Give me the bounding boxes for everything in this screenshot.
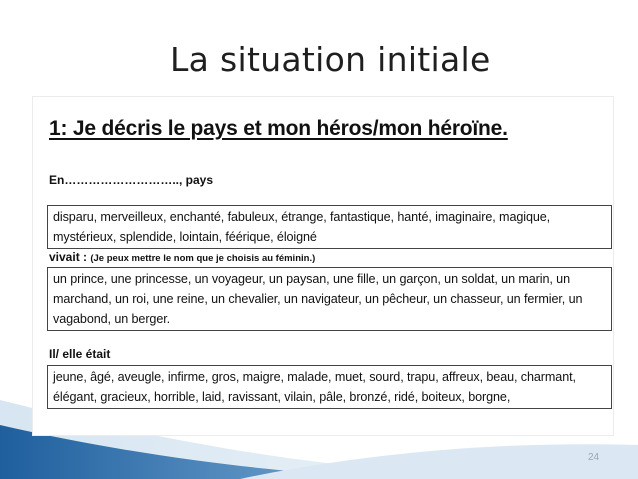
page-number: 24 <box>588 452 600 463</box>
section1-word-box: disparu, merveilleux, enchanté, fabuleux, étrange, fantastique, hanté, imaginaire, magique, mystérieux, splendide, lointain, féérique, éloigné <box>47 205 612 249</box>
section2-word-box: un prince, une princesse, un voyageur, un paysan, une fille, un garçon, un soldat, un marin, un marchand, un roi, une reine, un chevalier, un navigateur, un pêcheur, un chasseur, un fermier, un vagabond, un berger. <box>47 267 612 331</box>
slide-title: La situation initiale <box>170 40 491 79</box>
section3-word-box: jeune, âgé, aveugle, infirme, gros, maigre, malade, muet, sourd, trapu, affreux, beau, charmant, élégant, gracieux, horrible, laid, ravissant, vilain, pâle, bronzé, ridé, boiteux, borgne, <box>47 365 612 409</box>
section3-label: Il/ elle était <box>49 347 111 361</box>
worksheet-heading: 1: Je décris le pays et mon héros/mon héroïne. <box>49 117 508 140</box>
section2-note: (Je peux mettre le nom que je choisis au féminin.) <box>90 253 316 264</box>
section2-label: vivait : <box>49 250 88 264</box>
worksheet-image <box>33 97 613 435</box>
section1-label: En……………………….., pays <box>49 173 214 187</box>
section2-label-row <box>49 250 315 264</box>
